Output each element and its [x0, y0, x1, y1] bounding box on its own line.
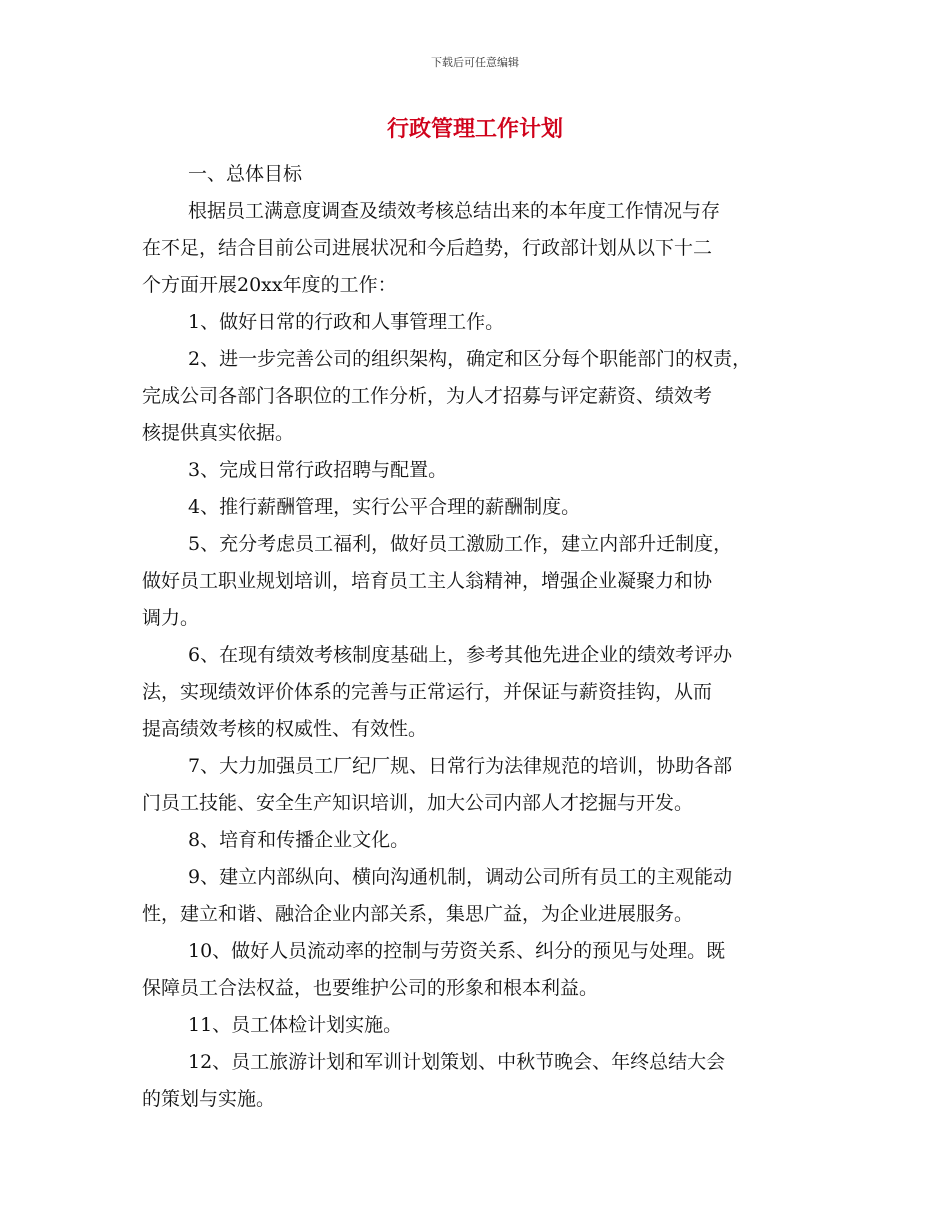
text-line: 12、员工旅游计划和军训计划策划、中秋节晚会、年终总结大会 — [188, 1051, 726, 1073]
text-line: 10、做好人员流动率的控制与劳资关系、纠分的预见与处理。既 — [188, 940, 726, 962]
text-line: 4、推行薪酬管理，实行公平合理的薪酬制度。 — [188, 496, 581, 518]
text-line: 法，实现绩效评价体系的完善与正常运行，并保证与薪资挂钩，从而 — [142, 681, 713, 703]
text-line: 9、建立内部纵向、横向沟通机制，调动公司所有员工的主观能动 — [188, 866, 733, 888]
text-line: 完成公司各部门各职位的工作分析，为人才招募与评定薪资、绩效考 — [142, 385, 713, 407]
text-line: 3、完成日常行政招聘与配置。 — [188, 459, 448, 481]
text-line: 7、大力加强员工厂纪厂规、日常行为法律规范的培训，协助各部 — [188, 755, 733, 777]
text-line: 一、总体目标 — [188, 163, 303, 185]
document-title: 行政管理工作计划 — [386, 117, 563, 142]
text-line: 8、培育和传播企业文化。 — [188, 829, 410, 851]
text-line: 在不足，结合目前公司进展状况和今后趋势，行政部计划从以下十二 — [142, 237, 713, 259]
text-line: 门员工技能、安全生产知识培训，加大公司内部人才挖掘与开发。 — [142, 792, 694, 814]
text-line: 核提供真实依据。 — [142, 422, 295, 444]
text-line: 做好员工职业规划培训，培育员工主人翁精神，增强企业凝聚力和协 — [142, 570, 713, 592]
text-line: 提高绩效考核的权威性、有效性。 — [142, 718, 428, 740]
text-line: 保障员工合法权益，也要维护公司的形象和根本利益。 — [142, 977, 599, 999]
text-line: 11、员工体检计划实施。 — [188, 1014, 403, 1036]
header-note: 下载后可任意编辑 — [431, 56, 519, 69]
text-line: 根据员工满意度调查及绩效考核总结出来的本年度工作情况与存 — [188, 200, 721, 222]
text-line: 的策划与实施。 — [142, 1088, 276, 1110]
text-line: 5、充分考虑员工福利，做好员工激励工作，建立内部升迁制度， — [188, 533, 733, 555]
document-body — [142, 156, 817, 1118]
text-line: 1、做好日常的行政和人事管理工作。 — [188, 311, 505, 333]
text-line: 调力。 — [142, 607, 200, 629]
text-line: 2、进一步完善公司的组织架构，确定和区分每个职能部门的权责， — [188, 348, 752, 370]
text-line: 个方面开展20xx年度的工作： — [142, 274, 397, 296]
text-line: 性，建立和谐、融洽企业内部关系，集思广益，为企业进展服务。 — [142, 903, 694, 925]
text-line: 6、在现有绩效考核制度基础上，参考其他先进企业的绩效考评办 — [188, 644, 733, 666]
